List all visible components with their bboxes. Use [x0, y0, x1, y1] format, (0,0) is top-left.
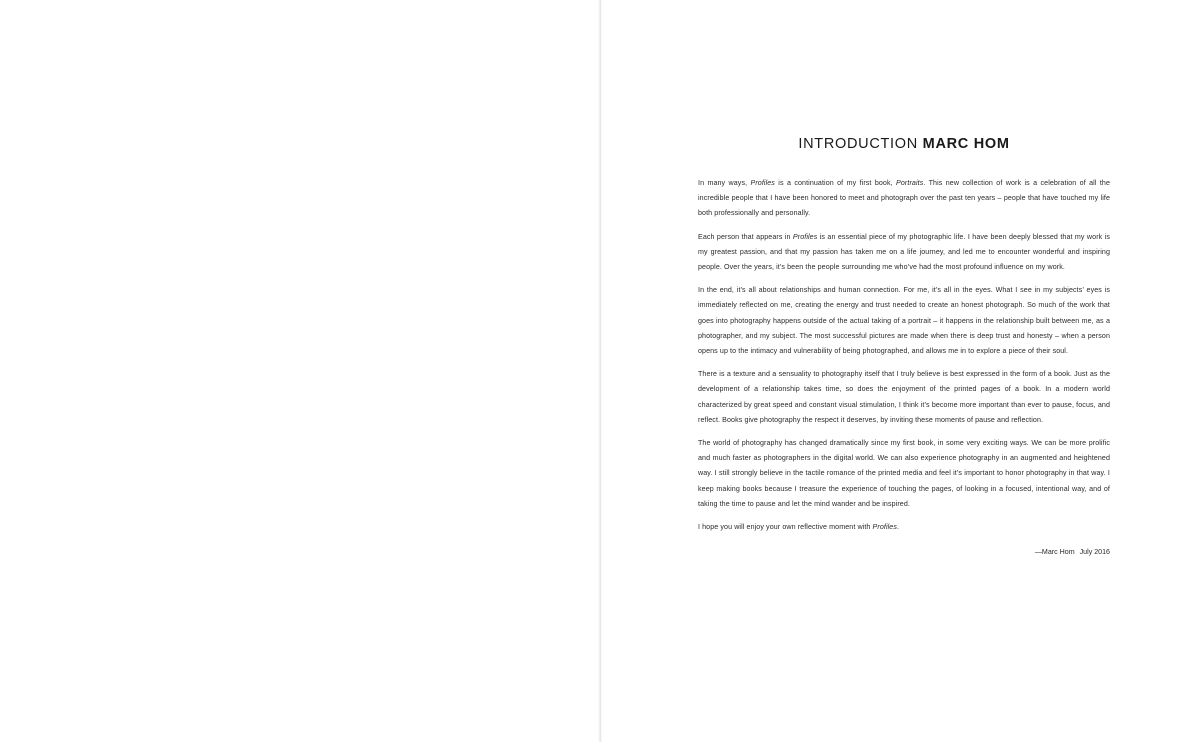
paragraph-text: Each person that appears in	[698, 232, 793, 241]
body-paragraph	[698, 230, 1110, 276]
left-page	[0, 0, 598, 742]
heading-prefix: INTRODUCTION	[798, 136, 918, 152]
paragraph-text: .	[897, 523, 900, 532]
paragraph-text: The world of photography has changed dramatically since my first book, in some very exciting ways. We can be more prolific and much faster as photographers in the digital world. We can also experience photography in an augmented and heightened way. I still strongly believe in the tactile romance of the printed media and feel it’s important to honor photography in that way. I keep making books because I treasure the experience of touching the pages, of looking in a focused, intentional way, and of taking the time to pause and let the mind wander and be inspired.	[698, 439, 1110, 508]
page-title	[698, 135, 1110, 153]
signature-author: —Marc Hom	[1034, 548, 1075, 557]
italic-title-text: Portraits	[896, 179, 924, 187]
heading-author-name: MARC HOM	[922, 136, 1010, 152]
body-paragraph	[698, 367, 1110, 428]
introduction-body	[698, 176, 1110, 560]
paragraph-text: is a continuation of my first book,	[774, 179, 897, 187]
paragraph-list	[698, 176, 1110, 535]
italic-title-text: Profiles	[792, 232, 818, 241]
paragraph-text: There is a texture and a sensuality to photography itself that I truly believe is best expressed in the form of a book. Just as the development of a relationship takes time, so does the enjoyment of the printed pages of a book. In a modern world characterized by great speed and constant visual stimulation, I think it’s become more important than ever to pause, focus, and reflect. Books give photography the respect it deserves, by inviting these moments of pause and reflection.	[698, 370, 1110, 424]
italic-title-text: Profiles	[750, 179, 775, 187]
paragraph-text: . This new collection of work is a celebration of all the incredible people that I have been honored to meet and photograph over the past ten years – people that have touched my life both professionally and personally.	[698, 179, 1110, 218]
body-paragraph	[698, 176, 1110, 222]
italic-title-text: Profiles	[872, 523, 898, 532]
body-paragraph	[698, 283, 1110, 359]
paragraph-text: In the end, it’s all about relationships and human connection. For me, it’s all in the eyes. What I see in my subjects’ eyes is immediately reflected on me, creating the energy and trust needed to create an honest photograph. So much of the work that goes into photography happens outside of the actual taking of a portrait – it happens in the relationship built between me, as a photographer, and my subject. The most successful pictures are made when there is deep trust and honesty – when a person opens up to the intimacy and vulnerability of being photographed, and allows me in to explore a piece of their soul.	[698, 286, 1110, 356]
body-paragraph	[698, 436, 1110, 512]
right-page	[602, 0, 1200, 742]
paragraph-text: I hope you will enjoy your own reflective moment with	[698, 523, 873, 532]
paragraph-text: is an essential piece of my photographic life. I have been deeply blessed that my work is my greatest passion, and that my passion has taken me on a life journey, and led me to encounter wonderful and inspiring people. Over the years, it’s been the people surrounding me who’ve had the most profound influence on my work.	[698, 232, 1110, 272]
paragraph-text: In many ways,	[698, 179, 751, 187]
signature-date: July 2016	[1079, 548, 1110, 557]
signature	[698, 545, 1110, 560]
body-paragraph	[698, 520, 1110, 535]
